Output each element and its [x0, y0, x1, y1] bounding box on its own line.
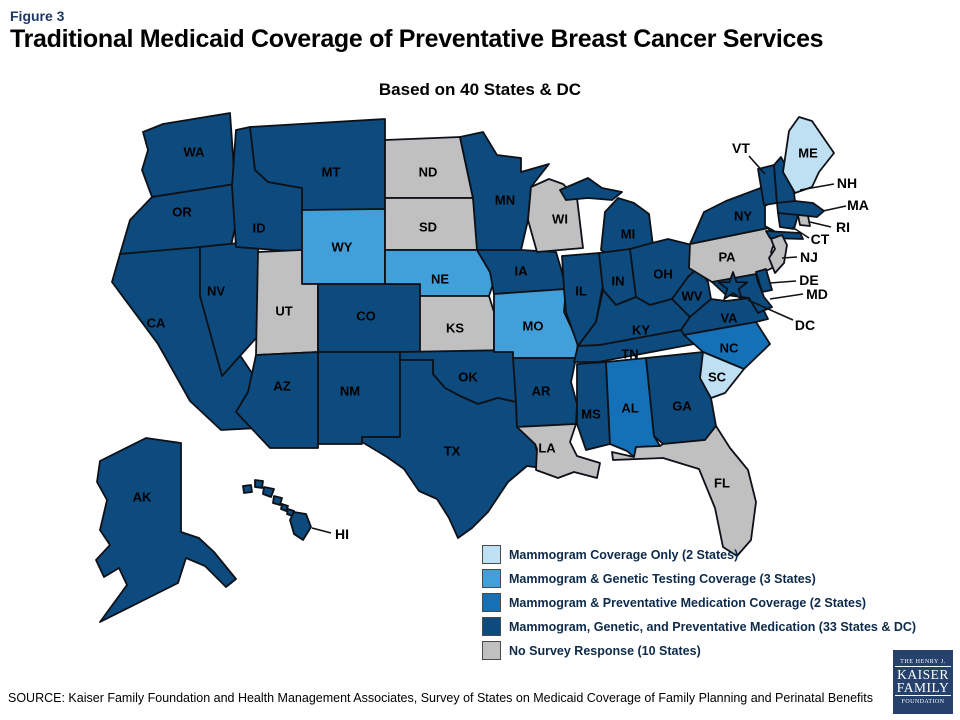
- state-label-ak: AK: [132, 489, 152, 505]
- legend-row-0: [482, 545, 916, 564]
- legend-label-full_coverage: Mammogram, Genetic, and Preventative Medication (33 States & DC): [509, 619, 917, 634]
- callout-line-hi: [312, 528, 331, 533]
- state-label-id: ID: [252, 220, 266, 236]
- state-label-wa: WA: [183, 144, 205, 160]
- map-legend: [482, 545, 916, 660]
- legend-label-mammogram_genetic: Mammogram & Genetic Testing Coverage (3 States): [509, 571, 816, 586]
- state-label-nc: NC: [719, 340, 739, 356]
- state-label-ga: GA: [672, 398, 692, 414]
- state-label-nm: NM: [339, 383, 361, 399]
- figure-title: Traditional Medicaid Coverage of Preventative Breast Cancer Services: [10, 25, 824, 53]
- callout-line-nj: [782, 257, 797, 258]
- state-label-mi: MI: [620, 226, 636, 242]
- legend-row-1: [482, 569, 916, 588]
- state-label-nv: NV: [206, 283, 226, 299]
- state-label-pa: PA: [718, 249, 736, 265]
- state-label-il: IL: [575, 283, 587, 299]
- state-label-oh: OH: [653, 266, 673, 282]
- legend-swatch-mammogram_genetic: [482, 569, 501, 588]
- state-label-hi: HI: [335, 526, 349, 542]
- state-ri: [798, 215, 810, 226]
- state-label-sc: SC: [707, 369, 727, 385]
- state-label-de: DE: [799, 272, 819, 288]
- state-label-la: LA: [538, 440, 556, 456]
- state-label-ca: CA: [146, 315, 166, 331]
- source-note: SOURCE: Kaiser Family Foundation and Health Management Associates, Survey of States on Medicaid Coverage of Family Planning and Perinatal Benefits: [8, 691, 874, 705]
- state-label-nd: ND: [418, 164, 438, 180]
- state-label-tn: TN: [621, 346, 639, 362]
- state-hi: [243, 480, 311, 540]
- state-label-ok: OK: [458, 369, 478, 385]
- legend-swatch-full_coverage: [482, 617, 501, 636]
- state-label-md: MD: [806, 286, 828, 302]
- callout-line-de: [770, 281, 796, 283]
- state-label-al: AL: [621, 400, 639, 416]
- logo-line-kaiser: KAISER: [897, 666, 949, 682]
- state-label-or: OR: [172, 204, 192, 220]
- state-label-ar: AR: [531, 383, 551, 399]
- state-label-tx: TX: [443, 443, 461, 459]
- state-label-ks: KS: [445, 320, 465, 336]
- logo-line-foundation: FOUNDATION: [901, 698, 945, 705]
- state-label-mn: MN: [494, 192, 516, 208]
- state-label-ut: UT: [275, 303, 293, 319]
- figure-subtitle: Based on 40 States & DC: [378, 80, 582, 99]
- legend-row-3: [482, 617, 916, 636]
- state-label-nj: NJ: [800, 249, 818, 265]
- callout-line-ma: [823, 206, 846, 211]
- legend-swatch-no_response: [482, 641, 501, 660]
- logo-line-henry: THE HENRY J.: [900, 658, 946, 665]
- state-label-fl: FL: [714, 475, 730, 491]
- kff-logo: [893, 650, 953, 714]
- state-label-wy: WY: [331, 239, 353, 255]
- callout-line-ri: [810, 222, 831, 227]
- state-label-ne: NE: [430, 271, 450, 287]
- state-label-dc: DC: [794, 317, 816, 333]
- state-label-mo: MO: [522, 318, 544, 334]
- state-label-in: IN: [611, 273, 625, 289]
- legend-label-no_response: No Survey Response (10 States): [509, 643, 701, 658]
- legend-label-mammogram_only: Mammogram Coverage Only (2 States): [509, 547, 739, 562]
- logo-line-family: FAMILY: [896, 679, 950, 695]
- state-ct: [778, 213, 798, 229]
- state-label-ri: RI: [836, 219, 850, 235]
- callout-line-md: [770, 294, 803, 299]
- state-label-ky: KY: [631, 322, 651, 338]
- state-label-mt: MT: [321, 164, 341, 180]
- state-ak: [96, 438, 236, 622]
- state-label-va: VA: [720, 310, 738, 326]
- legend-row-2: [482, 593, 916, 612]
- state-label-ia: IA: [514, 263, 528, 279]
- state-label-ma: MA: [847, 197, 869, 213]
- legend-swatch-mammogram_only: [482, 545, 501, 564]
- state-label-vt: VT: [732, 140, 750, 156]
- state-label-me: ME: [798, 145, 818, 161]
- state-label-ny: NY: [733, 208, 753, 224]
- legend-swatch-mammogram_prev_med: [482, 593, 501, 612]
- state-label-wi: WI: [552, 211, 568, 227]
- state-label-sd: SD: [418, 219, 438, 235]
- state-label-ct: CT: [810, 231, 830, 247]
- state-label-nh: NH: [836, 175, 858, 191]
- legend-label-mammogram_prev_med: Mammogram & Preventative Medication Coverage (2 States): [509, 595, 867, 610]
- state-label-wv: WV: [681, 288, 703, 304]
- figure-number: Figure 3: [10, 8, 65, 24]
- state-label-ms: MS: [581, 406, 601, 422]
- state-label-co: CO: [356, 308, 376, 324]
- callout-line-vt: [749, 156, 765, 174]
- legend-row-4: [482, 641, 916, 660]
- state-label-az: AZ: [273, 378, 291, 394]
